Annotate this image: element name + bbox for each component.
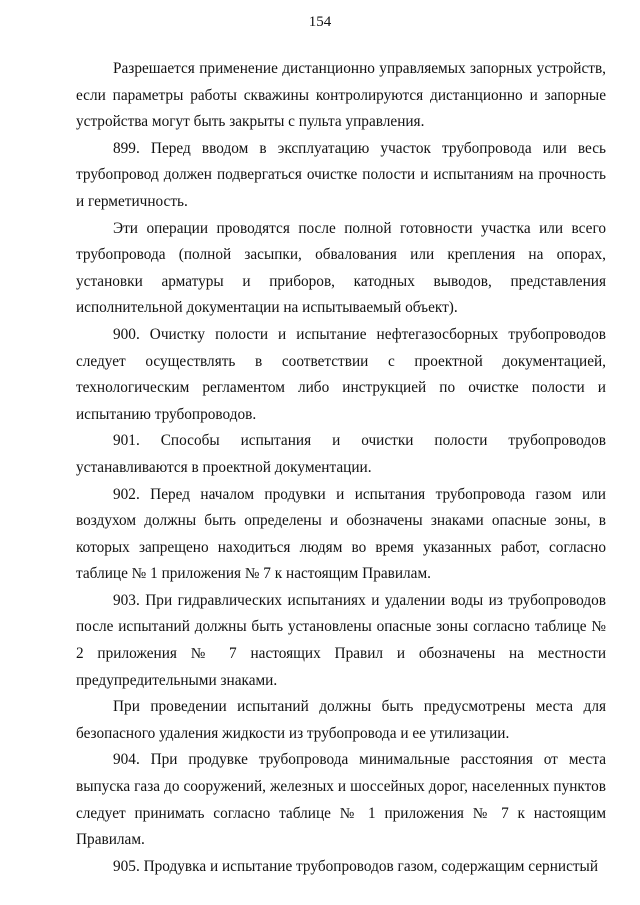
paragraph-904: 904. При продувке трубопровода минимальные расстояния от места выпуска газа до сооружений, железных и шоссейных дорог, населенных пунктов следует принимать согласно таблице № 1 приложения № 7 к настоящим Правилам. [76, 751, 606, 849]
paragraph-902: 902. Перед началом продувки и испытания трубопровода газом или воздухом должны быть определены и обозначены знаками опасные зоны, в которых запрещено находиться людям во время указанных работ, согласно таблице № 1 приложения № 7 к настоящим Правилам. [76, 485, 606, 583]
paragraph-900: 900. Очистку полости и испытание нефтегазосборных трубопроводов следует осуществлять в соответствии с проектной документацией, технологическим регламентом либо инструкцией по очистке полости и испытанию трубопроводов. [76, 325, 606, 423]
paragraph-remote-valves: Разрешается применение дистанционно управляемых запорных устройств, если параметры работы скважины контролируются дистанционно и запорные устройства могут быть закрыты с пульта управления. [76, 60, 606, 131]
paragraph-903-disposal: При проведении испытаний должны быть предусмотрены места для безопасного удаления жидкости из трубопровода и ее утилизации. [76, 698, 606, 742]
paragraph-905: 905. Продувка и испытание трубопроводов газом, содержащим сернистый [113, 857, 599, 875]
document-body [76, 56, 606, 880]
page-number: 154 [308, 14, 332, 30]
paragraph-901: 901. Способы испытания и очистки полости трубопроводов устанавливаются в проектной документации. [76, 432, 606, 476]
paragraph-903: 903. При гидравлических испытаниях и удалении воды из трубопроводов после испытаний должны быть установлены опасные зоны согласно таблице № 2 приложения № 7 настоящих Правил и обозначены на местности предупредительными знаками. [76, 591, 606, 689]
paragraph-899-operations: Эти операции проводятся после полной готовности участка или всего трубопровода (полной засыпки, обвалования или крепления на опорах, установки арматуры и приборов, катодных выводов, представления исполнительной документации на испытываемый объект). [76, 219, 606, 317]
paragraph-899: 899. Перед вводом в эксплуатацию участок трубопровода или весь трубопровод должен подвергаться очистке полости и испытаниям на прочность и герметичность. [76, 139, 606, 210]
